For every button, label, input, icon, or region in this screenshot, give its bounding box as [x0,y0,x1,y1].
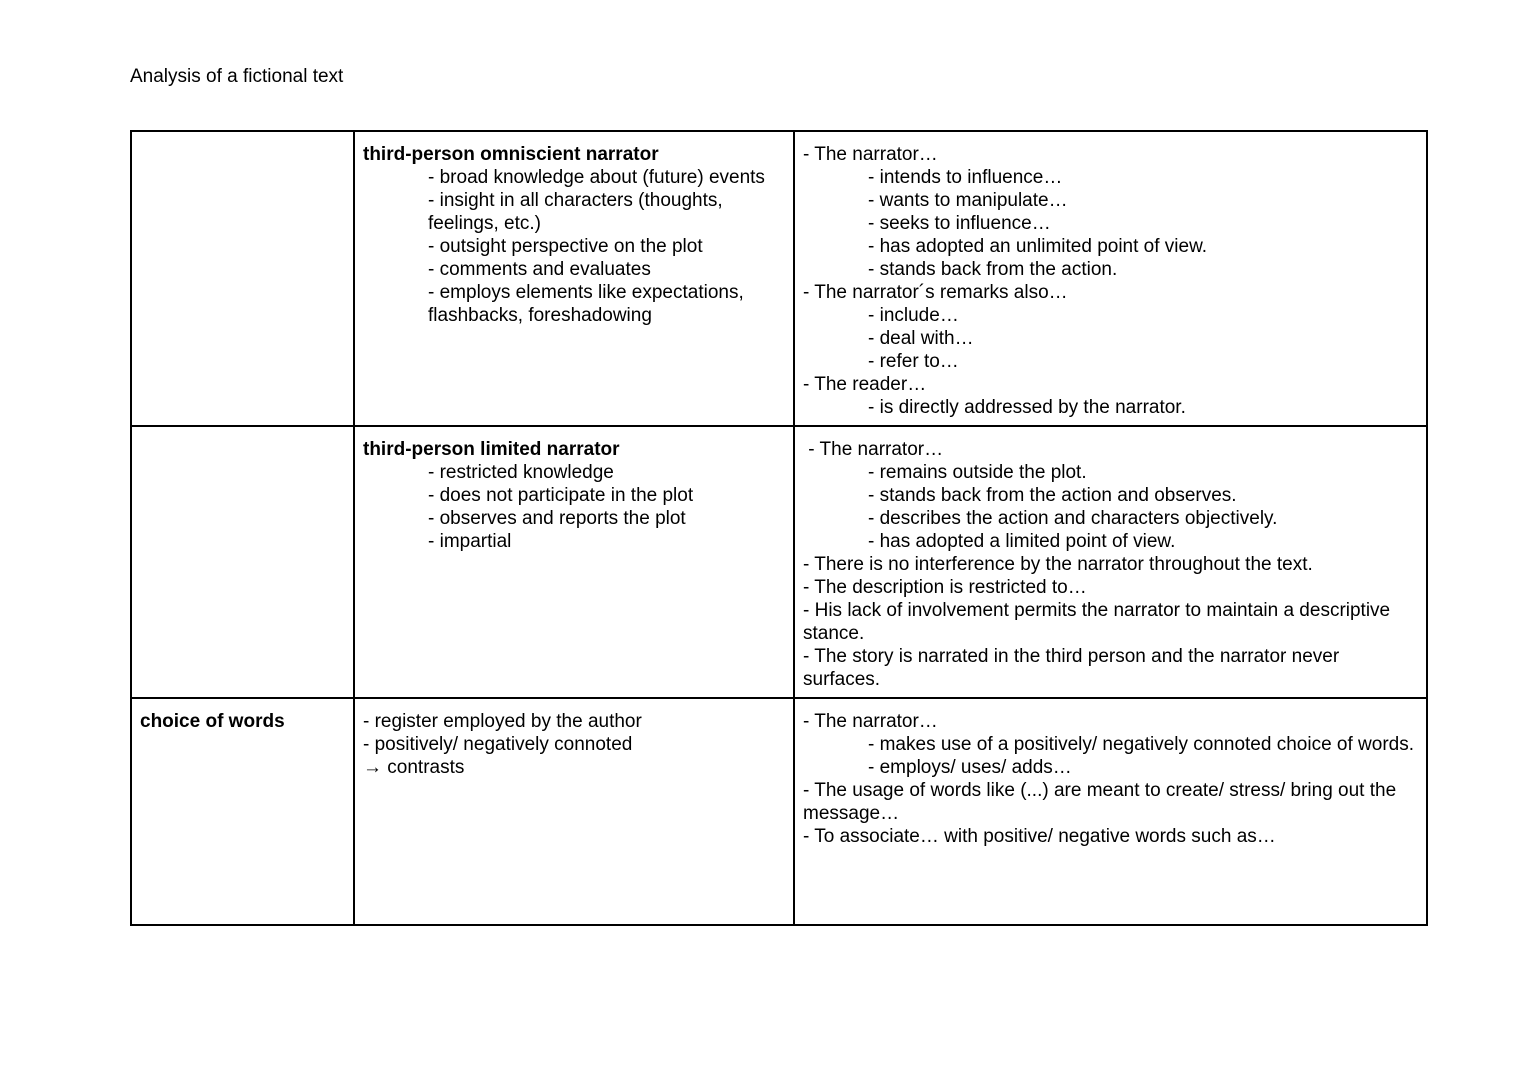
phrase-line: - The narrator… [803,439,944,460]
phrase-line: - remains outside the plot. [868,462,1087,483]
feature-line: → contrasts [363,757,465,778]
feature-line: - register employed by the author [363,711,642,732]
phrase-line: - intends to influence… [868,167,1063,188]
phrase-line: - To associate… with positive/ negative words such as… [803,826,1276,847]
phrase-line: - describes the action and characters objectively. [868,508,1278,529]
phrase-line: - is directly addressed by the narrator. [868,397,1186,418]
analysis-table [130,130,1428,926]
phrase-line: - deal with… [868,328,974,349]
phrase-line: - has adopted an unlimited point of view. [868,236,1208,257]
phrase-line: - The reader… [803,374,927,395]
phrase-line: - makes use of a positively/ negatively connoted choice of words. [868,734,1415,755]
feature-cell [354,131,794,426]
phrase-line: - stands back from the action. [868,259,1118,280]
phrase-line: - employs/ uses/ adds… [868,757,1072,778]
document-title: Analysis of a fictional text [130,66,344,87]
phrase-line: - The story is narrated in the third person and the narrator never surfaces. [803,646,1340,690]
category-cell [131,131,354,426]
phrase-line: - The usage of words like (...) are meant to create/ stress/ bring out the message… [803,780,1397,824]
phrase-line: - The narrator… [803,711,938,732]
phrase-line: - His lack of involvement permits the narrator to maintain a descriptive stance. [803,600,1391,644]
phrases-cell [794,698,1427,925]
category-cell [131,698,354,925]
phrase-line: - The narrator´s remarks also… [803,282,1068,303]
feature-line: - restricted knowledge [428,462,614,483]
feature-cell [354,698,794,925]
phrase-line: - seeks to influence… [868,213,1051,234]
feature-line: - does not participate in the plot [428,485,694,506]
feature-line: - comments and evaluates [428,259,651,280]
phrase-line: - wants to manipulate… [868,190,1068,211]
table-row-omniscient [131,131,1427,426]
category-cell [131,426,354,698]
feature-cell [354,426,794,698]
phrase-line: - The narrator… [803,144,938,165]
table-row-limited [131,426,1427,698]
feature-line: - outsight perspective on the plot [428,236,703,257]
phrase-line: - has adopted a limited point of view. [868,531,1176,552]
table-row-choice-of-words [131,698,1427,925]
feature-line: - positively/ negatively connoted [363,734,633,755]
feature-line: - employs elements like expectations, flashbacks, foreshadowing [428,282,744,326]
phrase-line: - stands back from the action and observes. [868,485,1237,506]
feature-line: - impartial [428,531,512,552]
phrase-line: - The description is restricted to… [803,577,1087,598]
phrase-line: - refer to… [868,351,959,372]
phrase-line: - include… [868,305,959,326]
feature-heading: third-person omniscient narrator [363,144,659,165]
feature-line: - observes and reports the plot [428,508,686,529]
feature-line: - broad knowledge about (future) events [428,167,765,188]
phrases-cell [794,426,1427,698]
phrase-line: - There is no interference by the narrator throughout the text. [803,554,1313,575]
category-label: choice of words [140,711,285,732]
phrases-cell [794,131,1427,426]
feature-line: - insight in all characters (thoughts, feelings, etc.) [428,190,723,234]
feature-heading: third-person limited narrator [363,439,620,460]
